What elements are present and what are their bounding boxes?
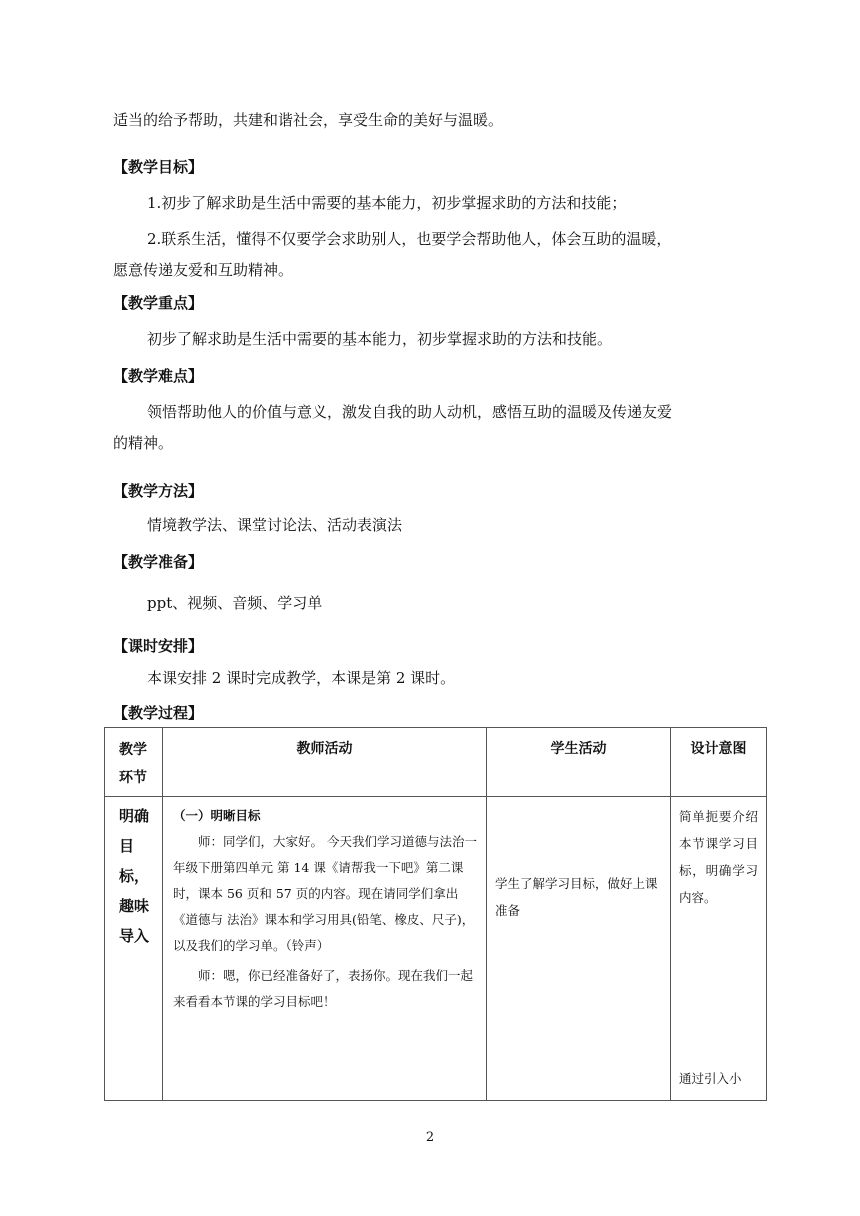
header-teacher: 教师活动 bbox=[163, 728, 487, 797]
goals-heading: 【教学目标】 bbox=[113, 158, 204, 176]
header-intent: 设计意图 bbox=[671, 728, 767, 797]
key-points-heading: 【教学重点】 bbox=[113, 294, 204, 312]
intent-text: 简单扼要介绍本节课学习目标，明确学习内容。 bbox=[679, 809, 758, 905]
difficulties-line-2: 的精神。 bbox=[113, 434, 174, 452]
header-student: 学生活动 bbox=[487, 728, 671, 797]
table-row bbox=[105, 797, 767, 1101]
goals-item-2-line-1: 2.联系生活，懂得不仅要学会求助别人，也要学会帮助他人，体会互助的温暖， bbox=[147, 230, 672, 248]
page-number: 2 bbox=[425, 1130, 435, 1145]
preparation-heading: 【教学准备】 bbox=[113, 553, 204, 571]
teacher-paragraph-1: 师：同学们，大家好。 今天我们学习道德与法治一年级下册第四单元 第 14 课《请帮我一下吧》第二课时，课本 56 页和 57 页的内容。现在请同学们拿出《道德与 法治》课本和学习用具(铅笔、橡皮、尺子)， 以及我们的学习单。（铃声） bbox=[173, 834, 477, 953]
intent-cell bbox=[671, 797, 767, 1101]
key-points-text: 初步了解求助是生活中需要的基本能力，初步掌握求助的方法和技能。 bbox=[147, 330, 613, 348]
stage-cell: 明确目标，趣味导入 bbox=[105, 797, 163, 1101]
teacher-paragraph-2: 师：嗯，你已经准备好了，表扬你。现在我们一起来看看本节课的学习目标吧！ bbox=[173, 968, 474, 1009]
student-cell: 学生了解学习目标，做好上课准备 bbox=[487, 797, 671, 1101]
goals-item-1: 1.初步了解求助是生活中需要的基本能力，初步掌握求助的方法和技能； bbox=[147, 194, 627, 212]
header-stage: 教学环节 bbox=[105, 728, 163, 797]
preparation-text: ppt、视频、音频、学习单 bbox=[147, 594, 323, 612]
teacher-cell bbox=[163, 797, 487, 1101]
process-table bbox=[104, 727, 767, 1101]
difficulties-line-1: 领悟帮助他人的价值与意义，激发自我的助人动机，感悟互助的温暖及传递友爱 bbox=[147, 403, 673, 421]
intro-line: 适当的给予帮助，共建和谐社会，享受生命的美好与温暖。 bbox=[113, 111, 504, 129]
table-header-row bbox=[105, 728, 767, 797]
difficulties-heading: 【教学难点】 bbox=[113, 367, 204, 385]
goals-item-2-line-2: 愿意传递友爱和互助精神。 bbox=[113, 261, 294, 279]
schedule-text: 本课安排 2 课时完成教学，本课是第 2 课时。 bbox=[147, 669, 456, 687]
methods-text: 情境教学法、课堂讨论法、活动表演法 bbox=[147, 516, 403, 534]
intent-text-continued: 通过引入小 bbox=[679, 1071, 742, 1086]
teacher-subheading: （一）明晰目标 bbox=[173, 808, 261, 823]
schedule-heading: 【课时安排】 bbox=[113, 637, 204, 655]
process-heading: 【教学过程】 bbox=[113, 704, 204, 722]
methods-heading: 【教学方法】 bbox=[113, 482, 204, 500]
